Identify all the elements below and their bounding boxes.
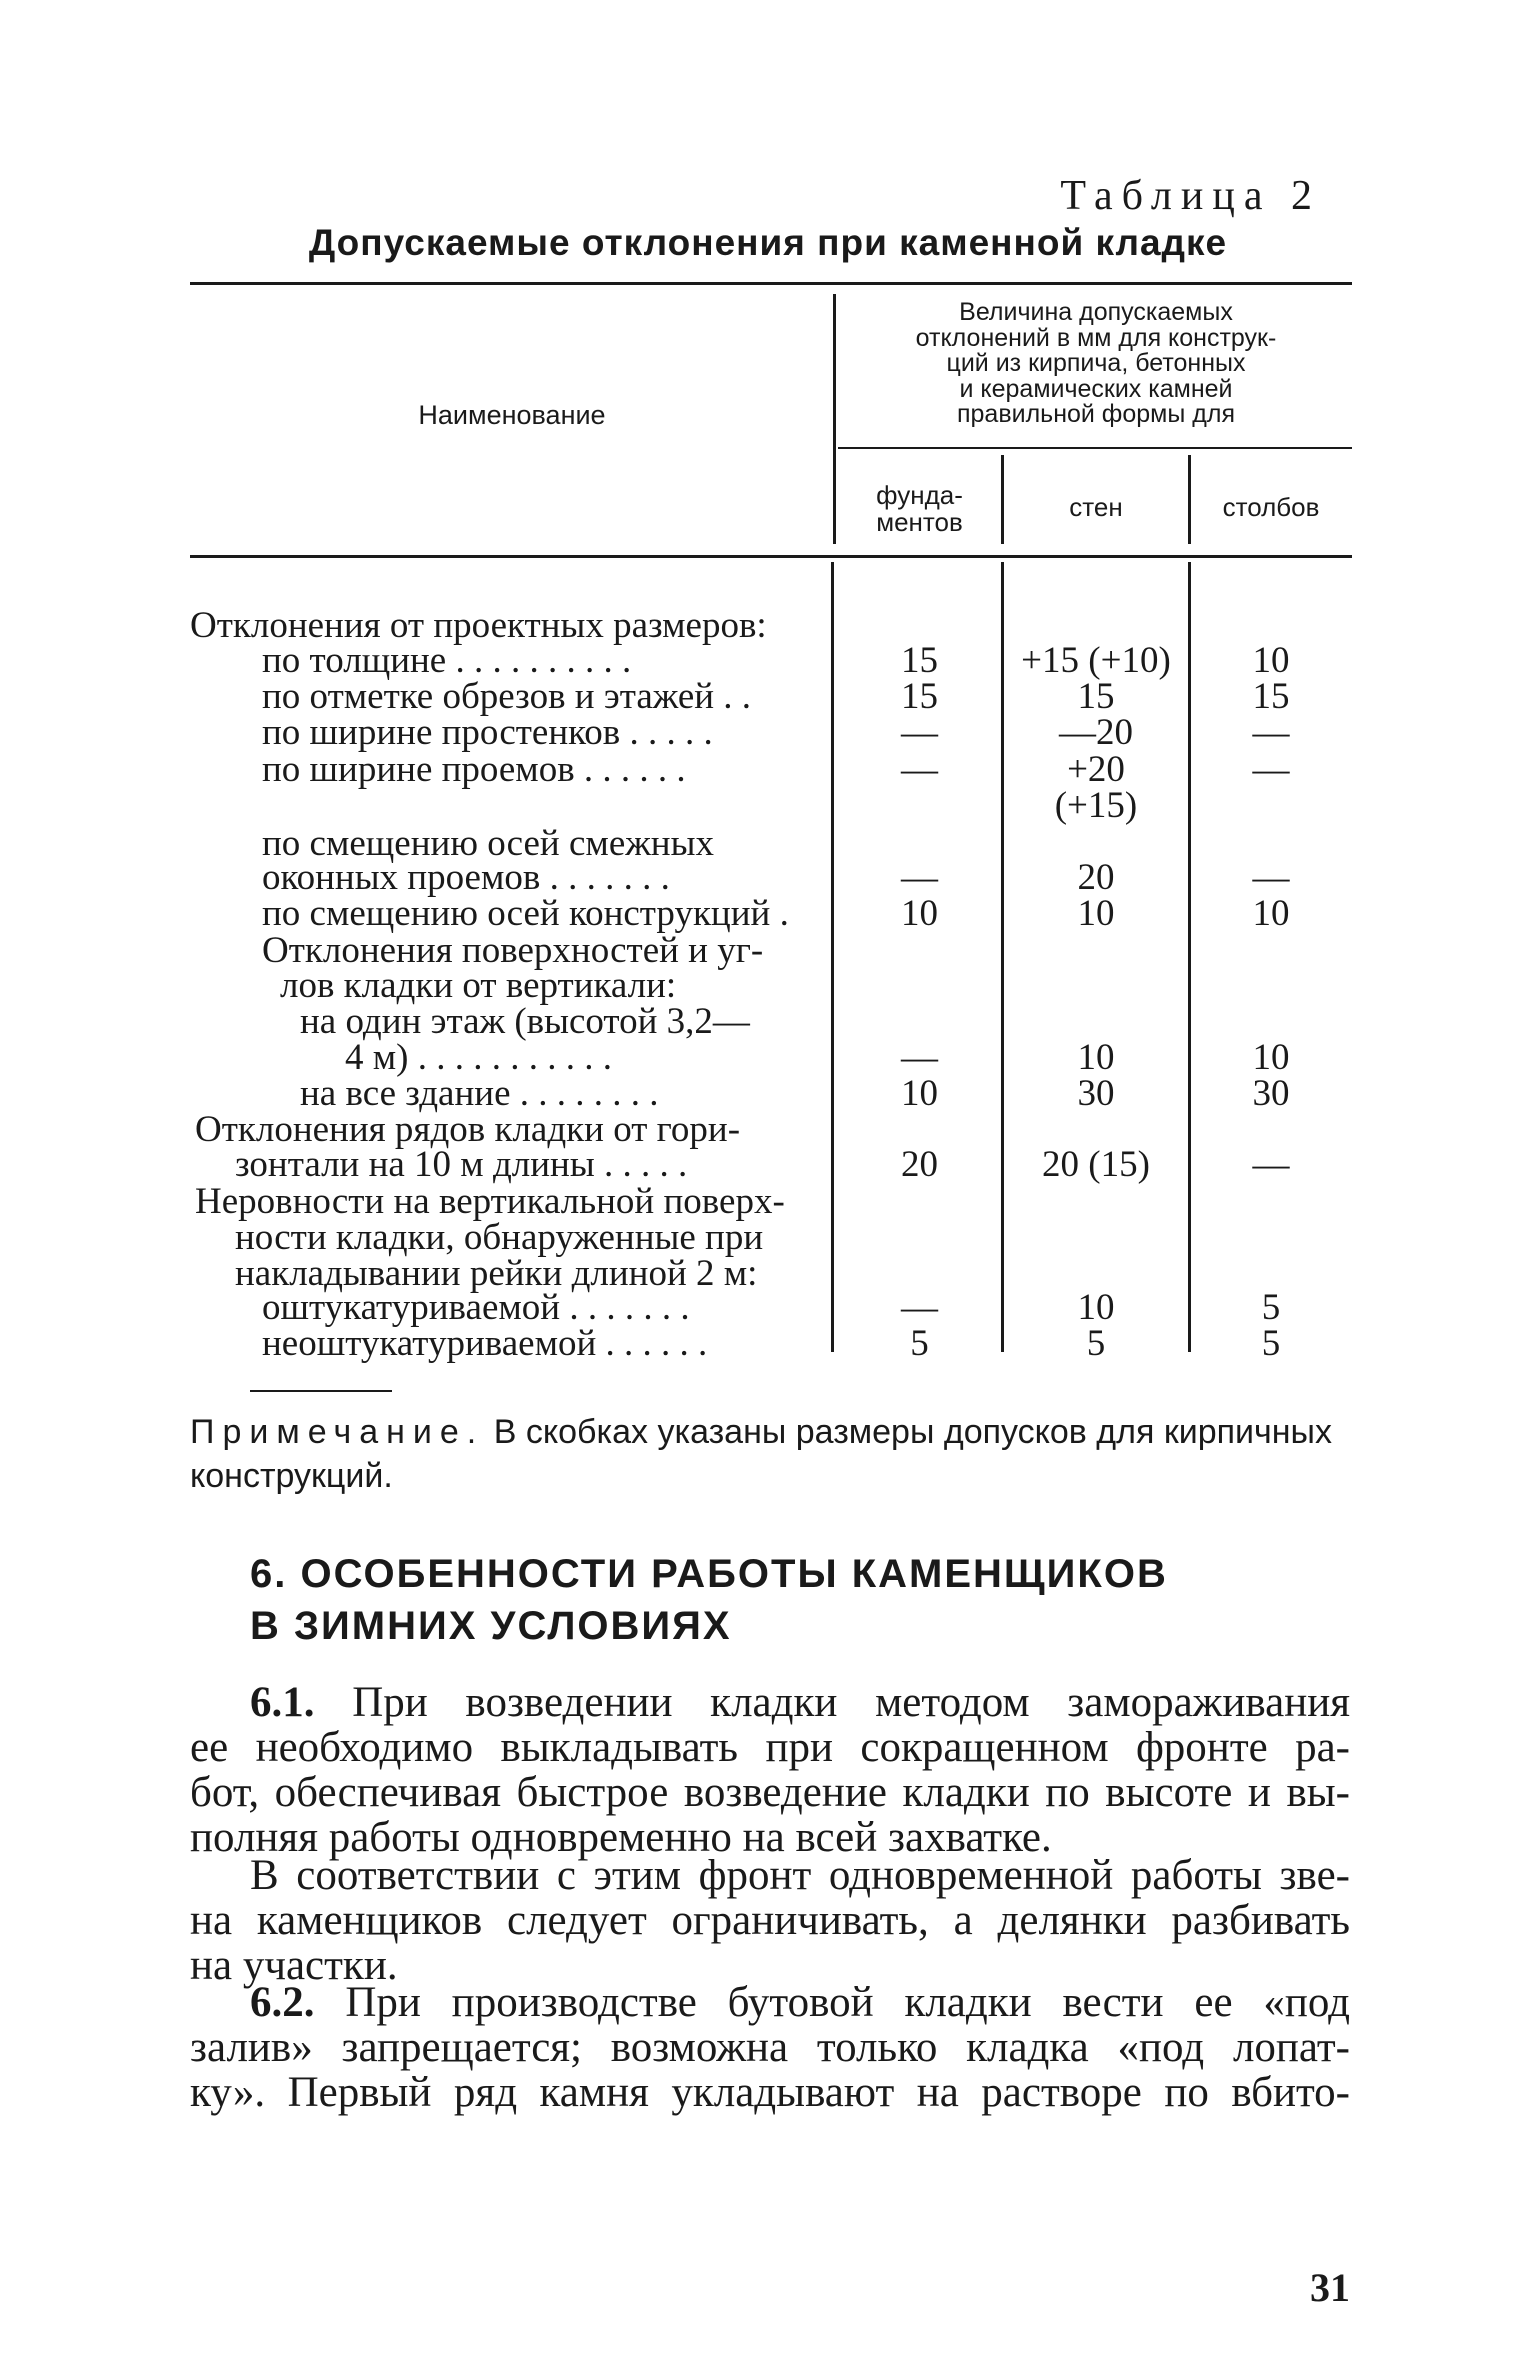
- table-cell-foundations: 10: [901, 893, 938, 934]
- header-group-line: и керамических камней: [959, 374, 1233, 403]
- paragraph-number: 6.2.: [250, 1979, 315, 2026]
- paragraph-text: на участки.: [190, 1942, 398, 1989]
- table-cell-pillars: 30: [1252, 1073, 1290, 1114]
- table-cell-pillars: —: [1252, 1144, 1290, 1185]
- paragraph-text: ку». Первый ряд камня укладывают на растворе по вбито-: [190, 2069, 1350, 2116]
- table-cell-walls: 20: [1077, 857, 1115, 898]
- table-cell-foundations: —: [901, 857, 938, 898]
- row-label: по ширине простенков . . . . .: [262, 712, 713, 753]
- table-cell-foundations: —: [901, 749, 938, 790]
- paragraph-text: При возведении кладки методом замораживания: [352, 1679, 1351, 1726]
- table-cell-pillars: 10: [1252, 640, 1290, 681]
- header-name: Наименование: [418, 400, 606, 430]
- row-label: 4 м) . . . . . . . . . . .: [345, 1037, 612, 1078]
- header-group-line: Величина допускаемых: [959, 298, 1233, 326]
- paragraph-line: [250, 1980, 1350, 2026]
- table-cell-pillars: —: [1252, 712, 1290, 753]
- row-label: Отклонения от проектных размеров:: [190, 605, 767, 646]
- note-label: Примечание.: [190, 1413, 485, 1451]
- header-col-pillars: столбов: [1222, 492, 1320, 522]
- row-label: Отклонения рядов кладки от гори-: [195, 1109, 741, 1150]
- table-note: [190, 1410, 1350, 1498]
- table-cell-foundations: 5: [910, 1323, 929, 1364]
- row-label: зонтали на 10 м длины . . . . .: [235, 1144, 688, 1185]
- row-label: неоштукатуриваемой . . . . . .: [262, 1323, 708, 1364]
- table-cell-foundations: —: [901, 712, 938, 753]
- table-cell-pillars: 5: [1261, 1287, 1281, 1328]
- table-cell-foundations: 15: [901, 676, 938, 717]
- table-cell-foundations: 10: [901, 1073, 938, 1114]
- row-label: Отклонения поверхностей и уг-: [262, 930, 764, 971]
- table-cell-foundations: —: [901, 1287, 938, 1328]
- table-cell-walls: 20 (15): [1042, 1144, 1150, 1185]
- table-cell-walls: —20: [1059, 712, 1133, 753]
- header-group-line: ций из кирпича, бетонных: [946, 349, 1246, 377]
- table-cell-pillars: 15: [1252, 676, 1290, 717]
- row-label: на все здание . . . . . . . .: [300, 1073, 659, 1114]
- table-cell-pillars: 5: [1261, 1323, 1281, 1364]
- table-label: Таблица 2: [1060, 173, 1321, 219]
- row-label: по ширине проемов . . . . . .: [262, 749, 686, 790]
- table-cell-foundations: —: [901, 1037, 938, 1078]
- row-label: ности кладки, обнаруженные при: [235, 1217, 764, 1258]
- paragraph-text: на каменщиков следует ограничивать, а делянки разбивать: [190, 1897, 1350, 1944]
- table-cell-walls: 30: [1077, 1073, 1115, 1114]
- header-group-line: правильной формы для: [956, 400, 1235, 428]
- paragraph-line: [190, 2025, 1350, 2071]
- note-rule: [250, 1390, 392, 1392]
- section-heading-line: 6. ОСОБЕННОСТИ РАБОТЫ КАМЕНЩИКОВ: [250, 1552, 1168, 1596]
- paragraph-text: В соответствии с этим фронт одновременной работы зве-: [250, 1852, 1350, 1899]
- table-cell-pillars: —: [1252, 749, 1290, 790]
- table-cell-walls: 5: [1086, 1323, 1106, 1364]
- table-cell-pillars: 10: [1252, 893, 1290, 934]
- row-label: по смещению осей смежных: [262, 823, 714, 864]
- table-title: Допускаемые отклонения при каменной кладке: [308, 222, 1228, 263]
- row-label: оштукатуриваемой . . . . . . .: [262, 1287, 690, 1328]
- row-label: по смещению осей конструкций .: [262, 893, 789, 934]
- paragraph-text: бот, обеспечивая быстрое возведение кладки по высоте и вы-: [190, 1769, 1350, 1816]
- table-cell-foundations: 15: [901, 640, 938, 681]
- section-heading-line: В ЗИМНИХ УСЛОВИЯХ: [250, 1604, 732, 1648]
- paragraph-number: 6.1.: [250, 1679, 315, 1726]
- table-top-rule: [190, 282, 1352, 285]
- paragraph-line: [250, 1853, 1350, 1899]
- table-cell-walls: 10: [1077, 1037, 1115, 1078]
- paragraph-line: [190, 1898, 1350, 1944]
- row-label: по отметке обрезов и этажей . .: [262, 676, 752, 717]
- table-cell-walls: 15: [1077, 676, 1115, 717]
- row-label: оконных проемов . . . . . . .: [262, 857, 670, 898]
- table-cell-pillars: —: [1252, 857, 1290, 898]
- paragraph-line: [250, 1680, 1350, 1726]
- header-bottom-rule: [190, 555, 1352, 558]
- paragraph-text: При производстве бутовой кладки вести ее «под: [345, 1979, 1351, 2026]
- row-label: по толщине . . . . . . . . . .: [262, 640, 632, 681]
- row-label: накладывании рейки длиной 2 м:: [235, 1253, 758, 1294]
- table-cell-foundations: 20: [901, 1144, 938, 1185]
- row-label: Неровности на вертикальной поверх-: [195, 1181, 785, 1222]
- page-number: 31: [1310, 2265, 1350, 2310]
- header-col-walls: стен: [1069, 492, 1123, 522]
- paragraph-text: полняя работы одновременно на всей захватке.: [190, 1814, 1052, 1861]
- paragraph-line: [190, 1725, 1350, 1771]
- body-vline-name: [831, 562, 834, 1352]
- paragraph-line: [190, 2070, 1350, 2116]
- table-cell-walls: 10: [1077, 893, 1115, 934]
- note-text: В скобках указаны размеры допусков для кирпичных конструкций.: [190, 1413, 1332, 1495]
- row-label: на один этаж (высотой 3,2—: [300, 1001, 750, 1042]
- table-cell-pillars: 10: [1252, 1037, 1290, 1078]
- header-group-line: отклонений в мм для конструк-: [915, 323, 1277, 352]
- header-group: [838, 300, 1354, 428]
- row-label: лов кладки от вертикали:: [280, 965, 677, 1006]
- paragraph-text: ее необходимо выкладывать при сокращенном фронте ра-: [190, 1724, 1350, 1771]
- header-sub-rule: [838, 447, 1352, 449]
- paragraph-text: залив» запрещается; возможна только кладка «под лопат-: [190, 2024, 1350, 2071]
- section-heading: [250, 1548, 1168, 1652]
- table-cell-walls: +15 (+10): [1021, 640, 1171, 681]
- paragraph-line: [190, 1770, 1350, 1816]
- table-cell-walls: (+15): [1054, 785, 1138, 826]
- header-col-foundations: фунда- ментов: [876, 480, 963, 537]
- table-cell-walls: 10: [1077, 1287, 1115, 1328]
- table-cell-walls: +20: [1067, 749, 1125, 790]
